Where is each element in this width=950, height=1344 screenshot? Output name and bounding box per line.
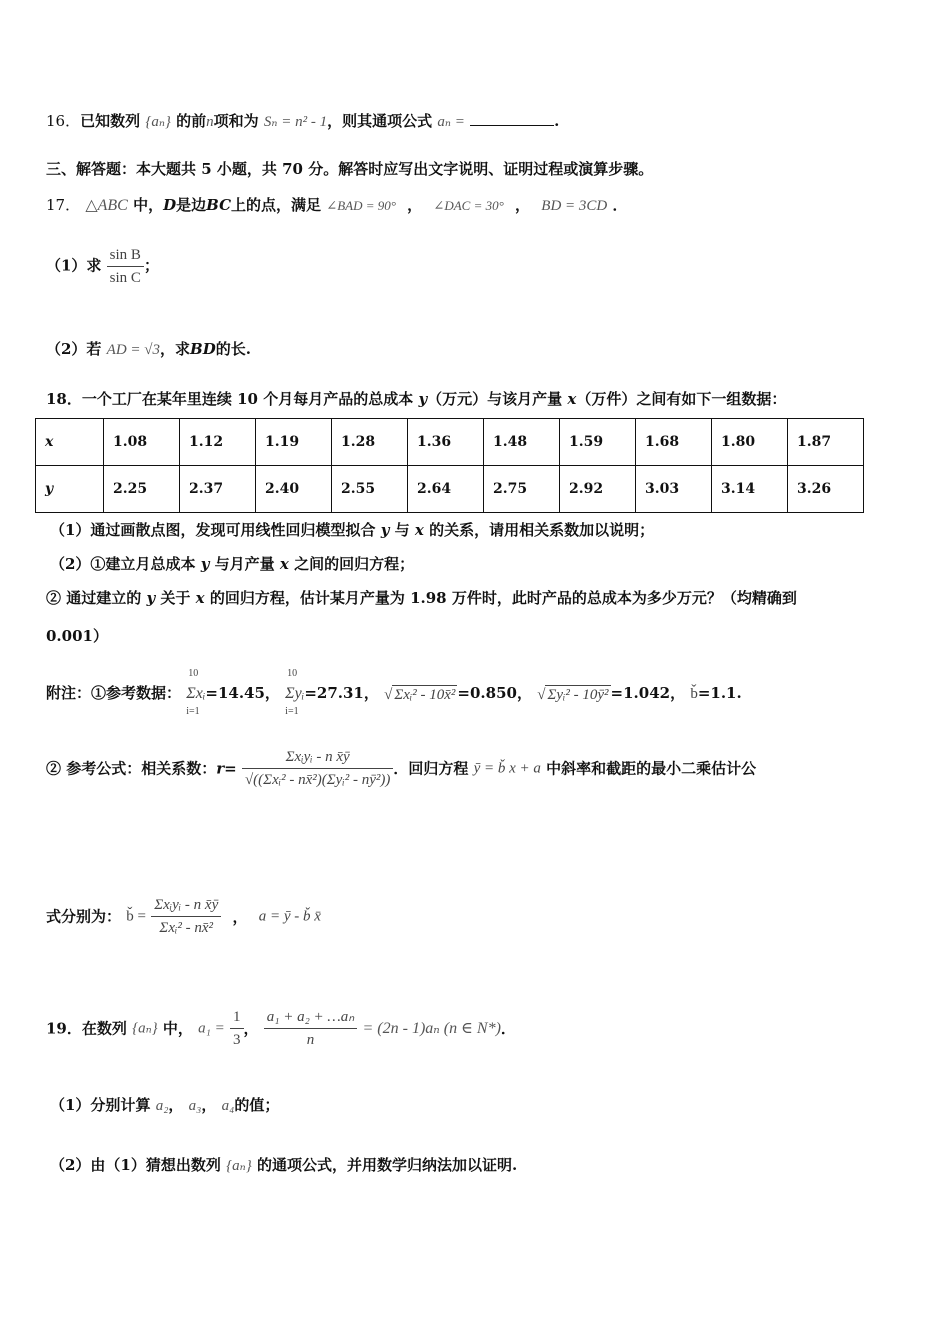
q18-intro-2: （万元）与该月产量: [427, 390, 563, 408]
q18-sum-y: [285, 668, 305, 717]
q16-n: n: [206, 114, 214, 130]
q17-part-2-label: （2）若: [46, 340, 102, 358]
table-cell: 1.68: [636, 419, 712, 466]
table-cell: 2.40: [256, 466, 332, 513]
q18-y: y: [418, 390, 428, 408]
q16-an: aₙ =: [437, 114, 465, 130]
q18-sum-y-value: =27.31，: [304, 684, 379, 702]
q18-sum-y-expr: Σyᵢ: [285, 685, 305, 703]
q18-sqrt-y: √ Σyᵢ² - 10ȳ²: [537, 686, 609, 703]
q18-regression-label: ．回归方程: [393, 759, 469, 778]
q18-part-3: [46, 589, 797, 607]
q17-part-2-end: 的长.: [215, 340, 251, 358]
q17-part-2: [46, 340, 251, 359]
q18-part-1-b: 与: [394, 521, 410, 539]
q17-ad-formula: AD = √3: [106, 342, 161, 358]
table-cell: 1.08: [104, 419, 180, 466]
q18-sqrt-x-value: =0.850，: [457, 684, 532, 702]
table-x-label: x: [36, 419, 104, 466]
q17-sin-c: sin C: [109, 270, 141, 286]
q18-b-numerator: Σxᵢyᵢ - n x̄ȳ: [151, 896, 221, 917]
q18-estimator-label: 式分别为：: [46, 907, 122, 926]
q18-intro: [46, 390, 786, 408]
q19-a1: a₁ =: [198, 1020, 225, 1037]
q16-text-1: 已知数列: [80, 112, 141, 130]
q18-part-1-y: y: [380, 521, 390, 539]
q19-part-1-a: （1）分别计算: [50, 1096, 151, 1114]
q16-answer-blank[interactable]: [470, 125, 554, 126]
q18-part-1-x: x: [414, 521, 424, 539]
q18-estimator-comma: ，: [232, 907, 248, 926]
table-cell: 2.55: [332, 466, 408, 513]
q18-b-denominator: Σxᵢ² - nx̄²: [159, 920, 214, 936]
q18-sum-y-lower: i=1: [285, 705, 299, 717]
q18-data-table: [35, 418, 864, 513]
q19-part-2-b: 的通项公式，并用数学归纳法加以证明.: [256, 1156, 518, 1174]
q18-r-fraction: [242, 748, 393, 789]
q18-b-fraction: [151, 896, 221, 937]
section-3-header: 三、解答题：本大题共 5 小题，共 70 分。解答时应写出文字说明、证明过程或演算步骤。: [46, 160, 654, 178]
q17-part-1: [46, 246, 159, 287]
q18-estimators: [46, 896, 321, 937]
q16-period: .: [554, 112, 560, 130]
table-y-label: y: [36, 466, 104, 513]
q18-r-denominator: √((Σxᵢ² - nx̄²)(Σyᵢ² - nȳ²)): [244, 772, 391, 788]
q18-note-label: 附注：①参考数据：: [46, 684, 182, 702]
table-cell: 2.25: [104, 466, 180, 513]
table-cell: 2.37: [180, 466, 256, 513]
q17-text-1: 中，: [133, 196, 164, 214]
q18-sqrt-y-expr: Σyᵢ² - 10ȳ²: [547, 686, 609, 703]
table-cell: 3.14: [712, 466, 788, 513]
q18-part-3-b: 关于: [160, 589, 191, 607]
q18-r-numerator: Σxᵢyᵢ - n x̄ȳ: [242, 748, 393, 769]
table-cell: 1.36: [408, 419, 484, 466]
q18-sqrt-x-expr: Σxᵢ² - 10x̄²: [394, 686, 456, 703]
q19-text-1: 中，: [162, 1019, 193, 1038]
q16-number: 16．: [46, 112, 81, 130]
q19-sequence: {aₙ}: [132, 1020, 158, 1037]
q19-comma-1: ，: [168, 1096, 184, 1114]
q18-part-3-y: y: [146, 589, 156, 607]
q16-text-4: ，则其通项公式: [327, 112, 433, 130]
table-cell: 1.59: [560, 419, 636, 466]
q19-sum-denominator: n: [306, 1032, 315, 1048]
table-cell: 2.92: [560, 466, 636, 513]
q18-part-3-a: ② 通过建立的: [46, 589, 142, 607]
q19-a1-fraction: [230, 1008, 244, 1049]
q19-part-2-sequence: {aₙ}: [226, 1158, 252, 1174]
q19-a4: a₄: [221, 1098, 235, 1114]
q17-sep-1: ，: [407, 196, 423, 214]
q17-BC: BC: [206, 196, 232, 214]
q18-part-2-x: x: [279, 555, 289, 573]
q18-part-1: [50, 521, 654, 539]
q17-sin-b: sin B: [107, 246, 144, 267]
q18-part-2-b: 与月产量: [214, 555, 275, 573]
q18-reference-formula: [46, 748, 756, 789]
q18-sqrt-x: √ Σxᵢ² - 10x̄²: [384, 686, 456, 703]
q19-comma-2: ，: [201, 1096, 217, 1114]
q17-BD: BD: [190, 340, 216, 358]
q18-part-2-c: 之间的回归方程；: [294, 555, 415, 573]
q19-sum-fraction: [264, 1008, 358, 1049]
q19-number: 19．在数列: [46, 1019, 127, 1038]
q18-b-value: =1.1.: [697, 684, 742, 702]
q17-condition-2: ∠DAC = 30°: [433, 198, 504, 213]
q18-sum-x-upper: 10: [188, 668, 199, 680]
table-cell: 1.87: [788, 419, 864, 466]
q17-sin-ratio: [107, 246, 144, 287]
q16-text-3: 项和为: [213, 112, 259, 130]
q19-a1-denominator: 3: [233, 1032, 241, 1048]
q18-r: r=: [216, 759, 237, 778]
q17-end: ．: [612, 196, 628, 214]
q17-part-1-label: （1）求: [46, 256, 102, 275]
q18-sum-x-value: =14.45，: [205, 684, 280, 702]
q19-sum-numerator: a₁ + a₂ + …aₙ: [264, 1008, 358, 1029]
q17-number: 17．: [46, 196, 81, 214]
q18-part-2-y: y: [200, 555, 210, 573]
q18-intro-3: （万件）之间有如下一组数据：: [576, 390, 787, 408]
q19-sep: ，: [243, 1019, 259, 1038]
q18-sum-y-upper: 10: [287, 668, 298, 680]
table-row: [36, 419, 864, 466]
q18-part-1-c: 的关系，请用相关系数加以说明；: [429, 521, 655, 539]
q18-part-3-cont: 0.001）: [46, 627, 108, 645]
q19-end: ．: [500, 1019, 516, 1038]
q18-part-3-c: 的回归方程，估计某月产量为 1.98 万件时，此时产品的总成本为多少万元？（均精确到: [209, 589, 797, 607]
q17-text-2: 是边: [176, 196, 207, 214]
q18-formula-label: ② 参考公式：相关系数：: [46, 759, 217, 778]
q17-part-1-end: ；: [143, 256, 159, 275]
q19-part-2: [50, 1156, 517, 1175]
table-cell: 3.03: [636, 466, 712, 513]
q18-sum-x-expr: Σxᵢ: [186, 685, 206, 703]
q19-a2: a₂: [155, 1098, 169, 1114]
q18-b-hat: b̌: [690, 686, 698, 702]
q19-part-2-a: （2）由（1）猜想出数列: [50, 1156, 221, 1174]
q17-part-2-text: ，求: [160, 340, 191, 358]
q18-a-eq: a = ȳ - b̌ x̄: [258, 908, 321, 925]
q17-condition-1: ∠BAD = 90°: [326, 198, 396, 213]
q18-part-2-a: （2）①建立月总成本: [50, 555, 196, 573]
q16-line: [46, 112, 559, 131]
table-cell: 1.12: [180, 419, 256, 466]
q18-regression-tail: 中斜率和截距的最小二乘估计公: [546, 759, 757, 778]
table-row: [36, 466, 864, 513]
q17-D: D: [163, 196, 177, 214]
q18-sum-x-lower: i=1: [186, 705, 200, 717]
table-cell: 1.48: [484, 419, 560, 466]
q19-part-1: [50, 1096, 279, 1115]
q18-sqrt-y-value: =1.042，: [610, 684, 686, 702]
q17-line: [46, 196, 628, 215]
table-cell: 2.64: [408, 466, 484, 513]
q18-part-2: [50, 555, 414, 573]
q19-part-1-b: 的值；: [234, 1096, 280, 1114]
q16-sequence: {aₙ}: [145, 114, 171, 130]
q19-line: [46, 1008, 516, 1049]
q19-a1-numerator: 1: [230, 1008, 244, 1029]
q17-text-3: 上的点，满足: [231, 196, 322, 214]
q18-part-1-a: （1）通过画散点图，发现可用线性回归模型拟合: [50, 521, 376, 539]
q18-x: x: [567, 390, 577, 408]
table-cell: 3.26: [788, 466, 864, 513]
table-cell: 2.75: [484, 466, 560, 513]
q17-sep-2: ，: [515, 196, 531, 214]
q16-text-2: 的前: [176, 112, 207, 130]
q19-rhs: = (2n - 1)aₙ (n ∈ N*): [362, 1019, 501, 1037]
q17-condition-3: BD = 3CD: [541, 198, 608, 214]
table-cell: 1.28: [332, 419, 408, 466]
q17-triangle: △ABC: [85, 197, 128, 214]
q18-b-eq: b̌ =: [126, 908, 146, 925]
q18-regression-eq: ȳ = b̌ x + a: [473, 760, 541, 777]
q19-a3: a₃: [188, 1098, 202, 1114]
q16-sum-formula: Sₙ = n² - 1: [263, 114, 328, 130]
table-cell: 1.80: [712, 419, 788, 466]
q18-reference-data: [46, 668, 742, 717]
q18-part-3-x: x: [195, 589, 205, 607]
table-cell: 1.19: [256, 419, 332, 466]
q18-intro-1: 18．一个工厂在某年里连续 10 个月每月产品的总成本: [46, 390, 414, 408]
q18-sum-x: [186, 668, 206, 717]
